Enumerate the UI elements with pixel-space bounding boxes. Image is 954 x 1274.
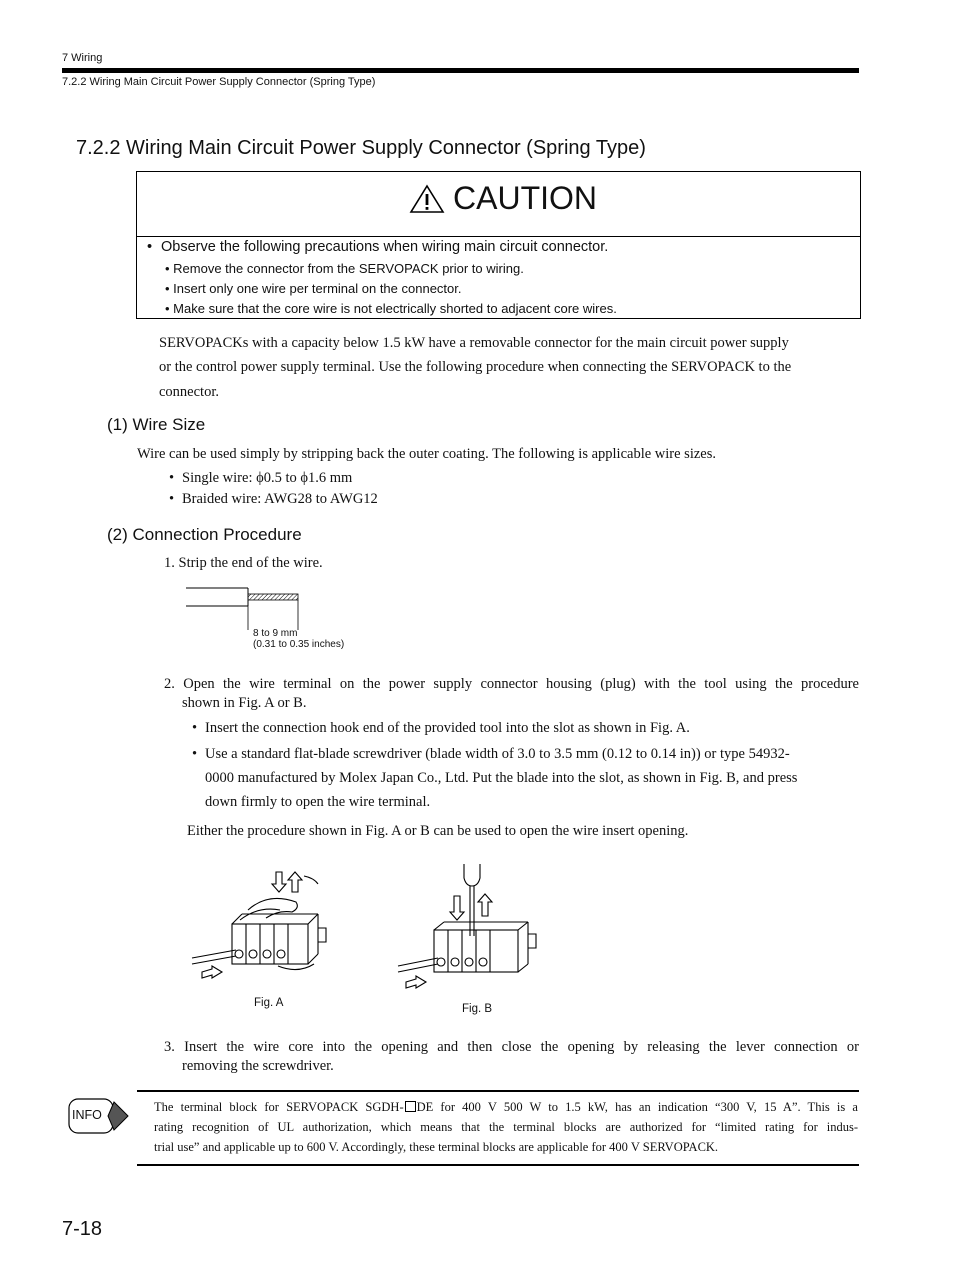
step-3: 3. Insert the wire core into the opening and then close the opening by releasing the lever connection or: [164, 1039, 859, 1055]
caution-sub-bullet: • Remove the connector from the SERVOPACK prior to wiring.: [165, 261, 524, 276]
wire-size-text: Wire can be used simply by stripping back the outer coating. The following is applicable wire sizes.: [137, 446, 716, 462]
fig-a-label: Fig. A: [254, 997, 284, 1009]
step-1: 1. Strip the end of the wire.: [164, 555, 323, 571]
caution-sub-bullet: • Make sure that the core wire is not electrically shorted to adjacent core wires.: [165, 301, 617, 316]
bullet-fig-b: • Use a standard flat-blade screwdriver (blade width of 3.0 to 3.5 mm (0.12 to 0.14 in)) or type 54932-: [192, 746, 790, 762]
wire-size-heading: (1) Wire Size: [107, 415, 206, 434]
header-chapter: 7 Wiring: [62, 52, 103, 64]
intro-line: connector.: [159, 384, 219, 400]
fig-b-illustration: [394, 860, 544, 994]
info-bottom-rule: [137, 1164, 859, 1166]
intro-line: SERVOPACKs with a capacity below 1.5 kW have a removable connector for the main circuit power supply: [159, 335, 789, 351]
page-number: 7-18: [62, 1218, 103, 1240]
bullet-fig-a: • Insert the connection hook end of the provided tool into the slot as shown in Fig. A.: [192, 720, 690, 736]
caution-sub-bullet: • Insert only one wire per terminal on the connector.: [165, 281, 462, 296]
wire-size-item: • Braided wire: AWG28 to AWG12: [169, 491, 378, 507]
section-title: 7.2.2 Wiring Main Circuit Power Supply Connector (Spring Type): [76, 137, 646, 159]
intro-line: or the control power supply terminal. Use the following procedure when connecting the SERVOPACK to the: [159, 359, 792, 375]
stripped-wire-figure: [180, 584, 310, 634]
square-symbol-icon: [405, 1101, 416, 1112]
caution-header: [137, 172, 860, 237]
strip-length-label: 8 to 9 mm (0.31 to 0.35 inches): [253, 628, 345, 650]
caution-main-bullet: • Observe the following precautions when wiring main circuit connector.: [147, 239, 609, 255]
warning-triangle-icon: [409, 184, 445, 214]
wire-size-item: • Single wire: ϕ0.5 to ϕ1.6 mm: [169, 470, 353, 486]
fig-b-label: Fig. B: [462, 1003, 493, 1015]
step-2-cont: shown in Fig. A or B.: [182, 695, 307, 711]
header-rule: [62, 68, 859, 73]
either-procedure-text: Either the procedure shown in Fig. A or B can be used to open the wire insert opening.: [187, 823, 689, 839]
bullet-fig-b-cont: down firmly to open the wire terminal.: [205, 794, 431, 810]
bullet-fig-b-cont: 0000 manufactured by Molex Japan Co., Ltd. Put the blade into the slot, as shown in Fig. B, and press: [205, 770, 798, 786]
caution-title: CAUTION: [453, 180, 597, 216]
step-3-cont: removing the screwdriver.: [182, 1058, 334, 1074]
step-2: 2. Open the wire terminal on the power supply connector housing (plug) with the tool using the procedure: [164, 676, 859, 692]
info-top-rule: [137, 1090, 859, 1092]
header-section: 7.2.2 Wiring Main Circuit Power Supply Connector (Spring Type): [62, 76, 376, 88]
caution-box: [136, 171, 861, 319]
procedure-heading: (2) Connection Procedure: [107, 525, 302, 544]
info-badge-label: INFO: [72, 1108, 102, 1122]
fig-a-illustration: [188, 862, 348, 986]
info-text: The terminal block for SERVOPACK SGDH- DE for 400 V 500 W to 1.5 kW, has an indication “300 V, 15 A”. This is a rating recognition of UL authorization, which means that the terminal blocks are authorized for “limited rating for indus- trial use” and applicable up to 600 V. Accordingly, these terminal blocks are applicable for 400 V SERVOPACK.: [154, 1100, 858, 1154]
